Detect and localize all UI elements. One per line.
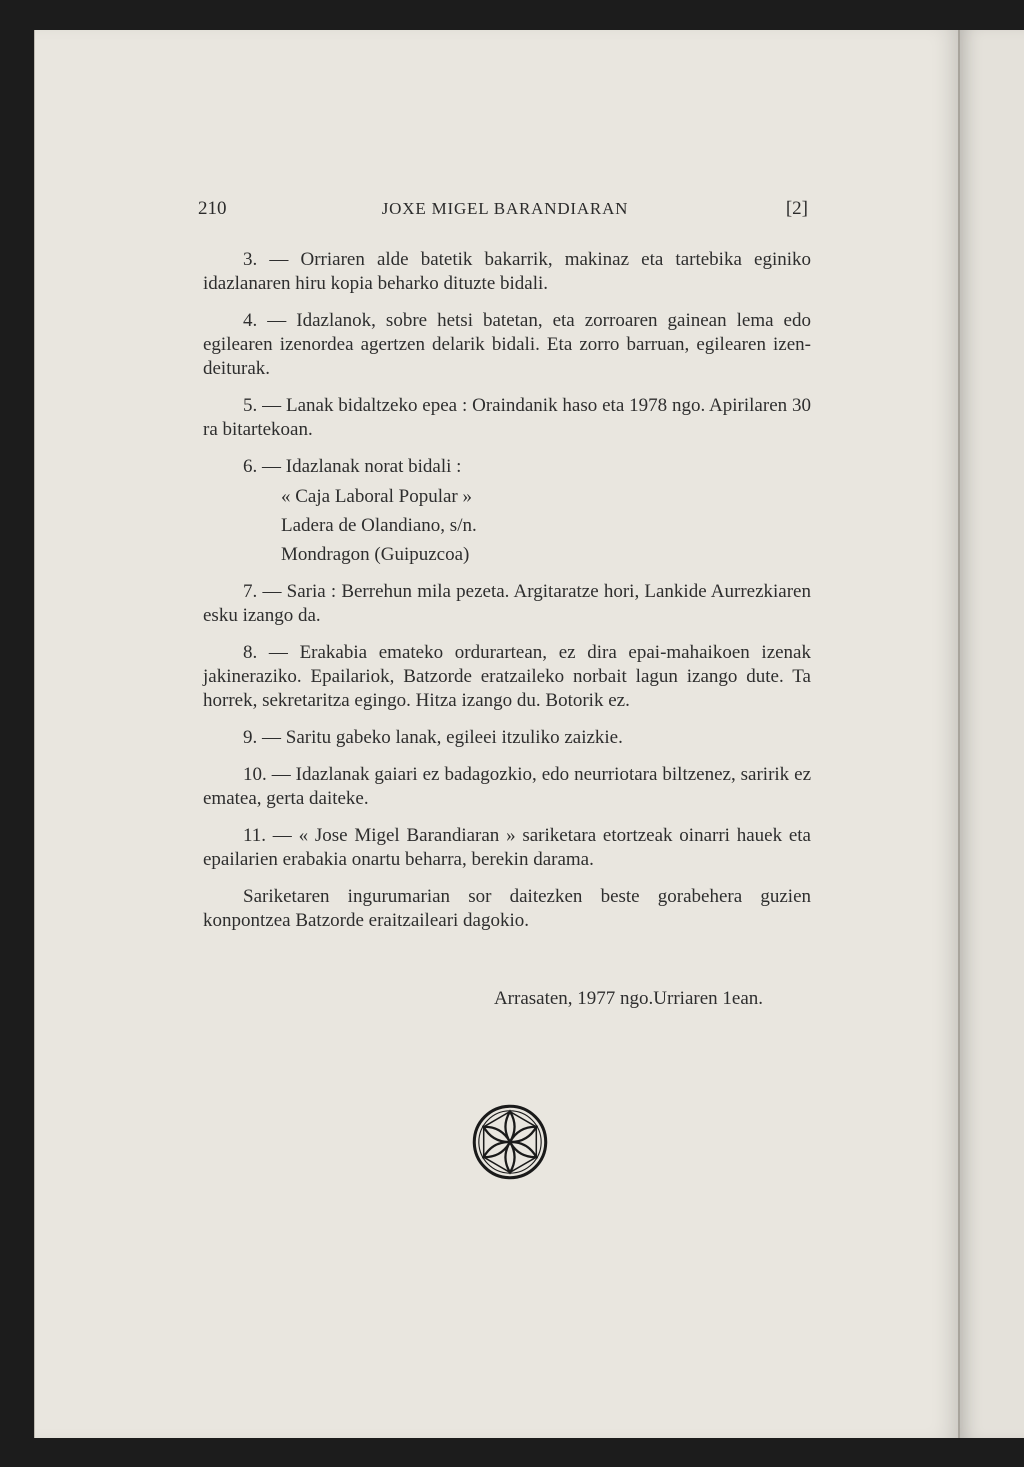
closing-paragraph: Sariketaren ingurumarian sor daitezken beste gorabehera guzien konpontzea Batzorde eraitzaileari dagokio.	[203, 886, 811, 931]
page-number: 210	[198, 198, 227, 219]
address-line: « Caja Laboral Popular »	[281, 486, 473, 507]
address-line: Mondragon (Guipuzcoa)	[281, 544, 470, 565]
paragraph-7: 7. — Saria : Berrehun mila pezeta. Argitaratze hori, Lankide Aurrezkiaren esku izango da.	[203, 581, 811, 626]
address-block	[203, 485, 811, 567]
running-header	[198, 198, 812, 226]
paragraph-6: 6. — Idazlanak norat bidali :	[243, 456, 462, 477]
body-text	[203, 248, 811, 933]
address-line: Ladera de Olandiano, s/n.	[281, 515, 477, 536]
paragraph-10: 10. — Idazlanak gaiari ez badagozkio, edo neurriotara biltzenez, saririk ez ematea, gerta daiteke.	[203, 764, 811, 809]
paragraph-3: 3. — Orriaren alde batetik bakarrik, makinaz eta tartebika eginiko idazlanaren hiru kopia beharko dituzte bidali.	[203, 249, 811, 294]
running-head-title: JOXE MIGEL BARANDIARAN	[381, 199, 629, 218]
paragraph-8: 8. — Erakabia emateko ordurartean, ez dira epai-mahaikoen izenak jakineraziko. Epailariok, Batzorde eratzaileko norbait lagun izango dute. Ta horrek, sekretaritza egingo. Hitza izango du. Botorik ez.	[203, 642, 811, 711]
paragraph-11: 11. — « Jose Migel Barandiaran » sariketara etortzeak oinarri hauek eta epailarien erabakia onartu beharra, berekin darama.	[203, 825, 811, 870]
paragraph-4: 4. — Idazlanok, sobre hetsi batetan, eta zorroaren gainean lema edo egilearen izenordea agertzen delarik bidali. Eta zorro barruan, egilearen izen-deiturak.	[203, 310, 811, 379]
book-page-right-edge	[958, 30, 1024, 1438]
place-date-signature: Arrasaten, 1977 ngo.Urriaren 1ean.	[493, 988, 763, 1009]
hexafoil-rosette-icon	[472, 1104, 548, 1180]
paragraph-9: 9. — Saritu gabeko lanak, egileei itzuliko zaizkie.	[243, 727, 623, 748]
paragraph-5: 5. — Lanak bidaltzeko epea : Oraindanik haso eta 1978 ngo. Apirilaren 30 ra bitartekoan.	[203, 395, 811, 440]
section-marker: [2]	[785, 198, 808, 219]
